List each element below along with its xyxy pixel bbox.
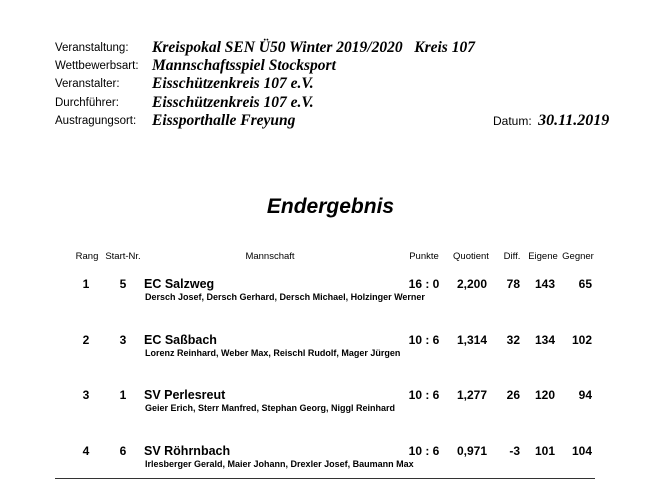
- team-players: Lorenz Reinhard, Weber Max, Reischl Rudolf, Mager Jürgen: [145, 348, 401, 358]
- meta-value: Kreispokal SEN Ü50 Winter 2019/2020 Kreis 107: [152, 39, 475, 56]
- header-eigene: Eigene: [528, 251, 558, 262]
- start-nr-cell: 6: [119, 444, 127, 458]
- quotient-cell: 2,200: [456, 277, 488, 291]
- diff-cell: 78: [506, 277, 520, 291]
- rang-cell: 1: [82, 277, 90, 291]
- quotient-cell: 1,277: [456, 388, 488, 402]
- quotient-cell: 0,971: [456, 444, 488, 458]
- header-punkte: Punkte: [409, 251, 439, 262]
- team-players: Irlesberger Gerald, Maier Johann, Drexler Josef, Baumann Max: [145, 459, 414, 469]
- datum-label: Datum:: [493, 114, 532, 128]
- page-title: Endergebnis: [266, 195, 395, 218]
- table-row: [0, 333, 661, 373]
- meta-label: Veranstaltung:: [55, 42, 129, 54]
- diff-cell: 26: [506, 388, 520, 402]
- gegner-cell: 104: [571, 444, 592, 458]
- diff-cell: -3: [509, 444, 520, 458]
- header-start-nr: Start-Nr.: [105, 251, 141, 262]
- datum: [493, 112, 609, 130]
- meta-label: Wettbewerbsart:: [55, 60, 139, 72]
- table-row: [0, 277, 661, 317]
- team-name: SV Röhrnbach: [144, 444, 231, 458]
- eigene-cell: 120: [534, 388, 555, 402]
- rang-cell: 3: [82, 388, 90, 402]
- rang-cell: 2: [82, 333, 90, 347]
- start-nr-cell: 3: [119, 333, 127, 347]
- team-name: EC Saßbach: [144, 333, 217, 347]
- team-players: Dersch Josef, Dersch Gerhard, Dersch Michael, Holzinger Werner: [145, 292, 425, 302]
- team-name: EC Salzweg: [144, 277, 215, 291]
- header-diff: Diff.: [503, 251, 521, 262]
- header-quotient: Quotient: [453, 251, 489, 262]
- punkte-cell: 10 : 6: [408, 388, 440, 402]
- start-nr-cell: 5: [119, 277, 127, 291]
- meta-label: Veranstalter:: [55, 78, 120, 90]
- team-players: Geier Erich, Sterr Manfred, Stephan Georg, Niggl Reinhard: [145, 403, 396, 413]
- meta-label: Durchführer:: [55, 97, 119, 109]
- start-nr-cell: 1: [119, 388, 127, 402]
- meta-value: Mannschaftsspiel Stocksport: [152, 57, 336, 74]
- meta-label: Austragungsort:: [55, 115, 137, 127]
- team-name: SV Perlesreut: [144, 388, 226, 402]
- meta-value: Eisschützenkreis 107 e.V.: [152, 75, 314, 92]
- bottom-divider: [55, 478, 595, 479]
- header-gegner: Gegner: [562, 251, 594, 262]
- gegner-cell: 102: [571, 333, 592, 347]
- punkte-cell: 16 : 0: [408, 277, 440, 291]
- eigene-cell: 101: [534, 444, 555, 458]
- header-mannschaft: Mannschaft: [245, 251, 295, 262]
- meta-value: Eissporthalle Freyung: [152, 112, 296, 129]
- punkte-cell: 10 : 6: [408, 333, 440, 347]
- gegner-cell: 65: [578, 277, 592, 291]
- header-rang: Rang: [75, 251, 99, 262]
- gegner-cell: 94: [578, 388, 592, 402]
- quotient-cell: 1,314: [456, 333, 488, 347]
- rang-cell: 4: [82, 444, 90, 458]
- datum-value: 30.11.2019: [538, 112, 610, 129]
- meta-value: Eisschützenkreis 107 e.V.: [152, 94, 314, 111]
- diff-cell: 32: [506, 333, 520, 347]
- punkte-cell: 10 : 6: [408, 444, 440, 458]
- table-row: [0, 388, 661, 428]
- eigene-cell: 143: [534, 277, 555, 291]
- eigene-cell: 134: [534, 333, 555, 347]
